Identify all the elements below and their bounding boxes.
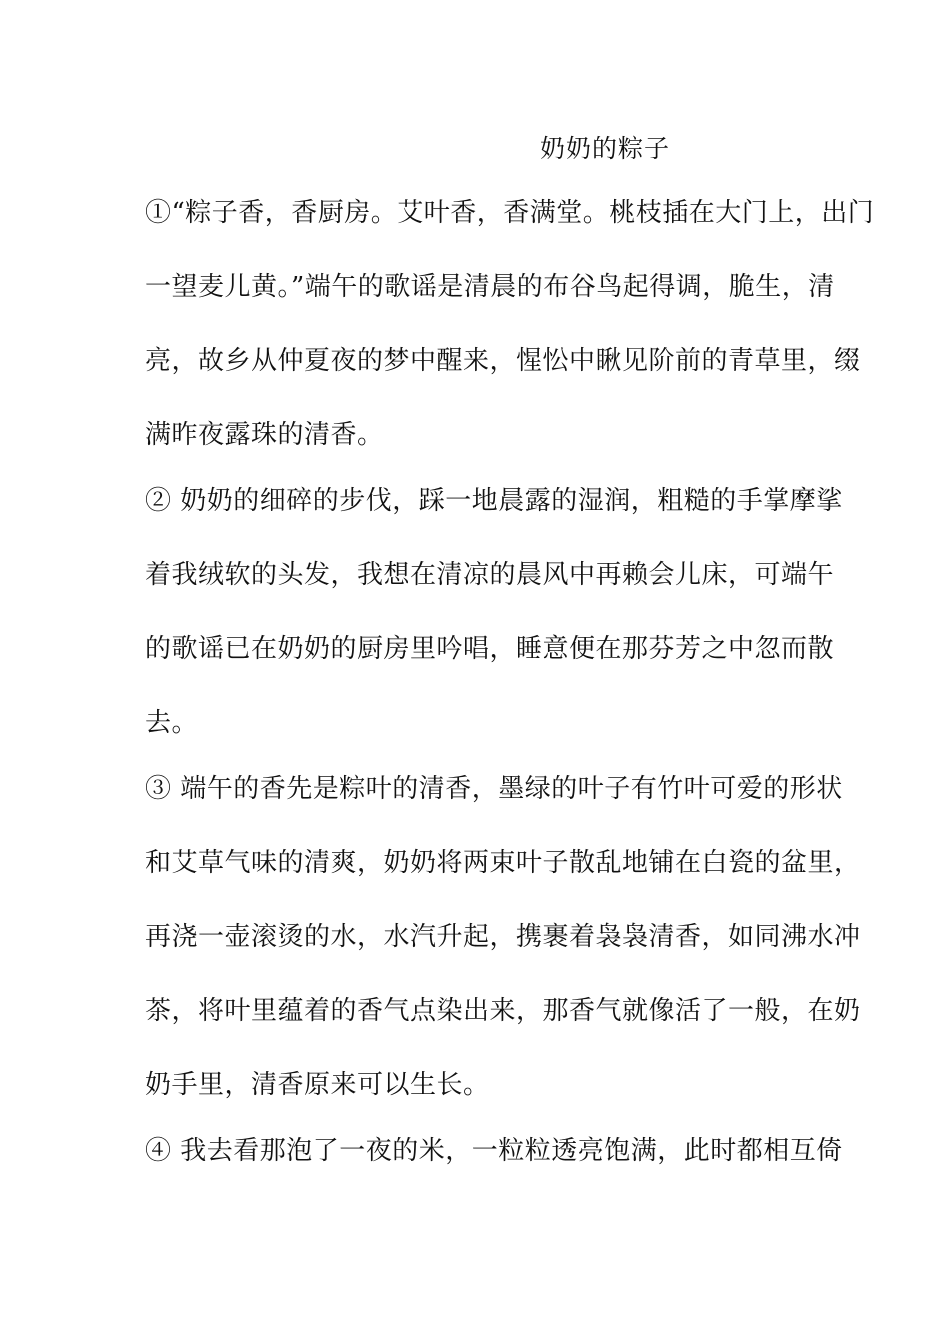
- paragraph-3-line-3: 再浇一壶滚烫的水，水汽升起，携裹着袅袅清香，如同沸水冲: [145, 922, 861, 952]
- paragraph-2-line-3: 的歌谣已在奶奶的厨房里吟唱，睡意便在那芬芳之中忽而散: [145, 634, 835, 664]
- document-title: 奶奶的粽子: [540, 134, 671, 163]
- paragraph-1-line-1: ①“粽子香，香厨房。艾叶香，香满堂。桃枝插在大门上，出门: [145, 198, 875, 228]
- paragraph-3-line-4: 茶，将叶里蕴着的香气点染出来，那香气就像活了一般，在奶: [145, 996, 861, 1026]
- paragraph-3-line-1: ③ 端午的香先是粽叶的清香，墨绿的叶子有竹叶可爱的形状: [145, 774, 843, 804]
- paragraph-2-line-1: ② 奶奶的细碎的步伐，踩一地晨露的湿润，粗糙的手掌摩挲: [145, 486, 843, 516]
- paragraph-3-line-5: 奶手里，清香原来可以生长。: [145, 1070, 490, 1100]
- paragraph-2-line-2: 着我绒软的头发，我想在清凉的晨风中再赖会儿床，可端午: [145, 560, 835, 590]
- paragraph-1-line-4: 满昨夜露珠的清香。: [145, 420, 384, 450]
- paragraph-3-line-2: 和艾草气味的清爽，奶奶将两束叶子散乱地铺在白瓷的盆里，: [145, 848, 861, 878]
- paragraph-1-line-2: 一望麦儿黄。”端午的歌谣是清晨的布谷鸟起得调，脆生，清: [145, 272, 835, 302]
- paragraph-4-line-1: ④ 我去看那泡了一夜的米，一粒粒透亮饱满，此时都相互倚: [145, 1136, 843, 1166]
- paragraph-1-line-3: 亮，故乡从仲夏夜的梦中醒来，惺忪中瞅见阶前的青草里，缀: [145, 346, 861, 376]
- paragraph-2-line-4: 去。: [145, 708, 199, 738]
